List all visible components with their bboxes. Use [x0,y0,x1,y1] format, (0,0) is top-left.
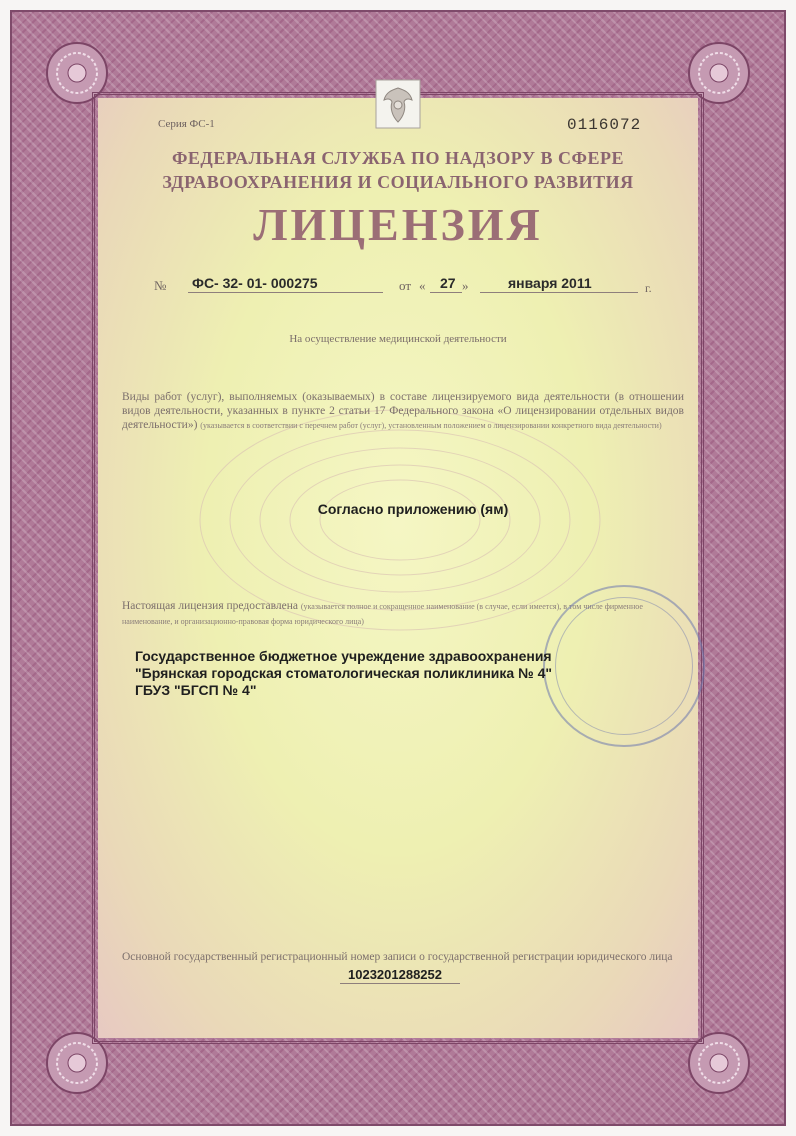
works-label [122,390,684,433]
license-purpose: На осуществление медицинской деятельности [289,333,507,345]
license-number-label: № [154,278,167,293]
organization-name-line2: "Брянская городская стоматологическая поликлиника № 4" [135,665,553,681]
license-day: 27 [440,275,456,291]
organization-name-line1: Государственное бюджетное учреждение здравоохранения [135,648,552,664]
date-quote-close: » [462,278,469,293]
license-number: ФС- 32- 01- 000275 [192,275,318,291]
agency-name-line1: ФЕДЕРАЛЬНАЯ СЛУЖБА ПО НАДЗОРУ В СФЕРЕ [171,148,625,168]
official-seal-icon [543,585,705,747]
works-label-note: (указывается в соответствии с перечнем работ (услуг), установленным положением о лицензировании конкретного вида деятельности) [200,421,662,430]
granted-label-note: (указывается полное и сокращенное наименование (в случае, если имеется), в том числе фирменное наименование, и организационно-правовая форма юридического лица) [122,602,643,626]
ogrn-number: 1023201288252 [348,967,442,982]
granted-label-text: Настоящая лицензия предоставлена [122,600,298,612]
works-value: Согласно приложению (ям) [317,501,509,517]
license-number-underline [188,292,383,293]
coat-of-arms-icon [374,78,422,130]
date-quote-open: « [419,278,426,293]
agency-name-line2: ЗДРАВООХРАНЕНИЯ И СОЦИАЛЬНОГО РАЗВИТИЯ [162,172,634,192]
date-from-label: от [399,278,412,293]
series-label: Серия ФС-1 [158,118,215,130]
document-title: ЛИЦЕНЗИЯ [253,199,543,250]
organization-short-name: ГБУЗ "БГСП № 4" [135,682,257,698]
day-underline [430,292,462,293]
month-underline [480,292,638,293]
works-label-text: Виды работ (услуг), выполняемых (оказываемых) в составе лицензируемого вида деятельности (в отношении видов деятельности, указанных в пункте 2 статьи 17 Федерального закона «О лицензировании отдельных видов деятельности») [122,391,684,431]
registration-label: Основной государственный регистрационный номер записи о государственной регистрации юридического лица [122,951,673,963]
ogrn-underline [340,983,460,984]
license-month-year: января 2011 [508,275,592,291]
serial-number: 0116072 [567,116,642,134]
year-suffix: г. [645,281,652,295]
